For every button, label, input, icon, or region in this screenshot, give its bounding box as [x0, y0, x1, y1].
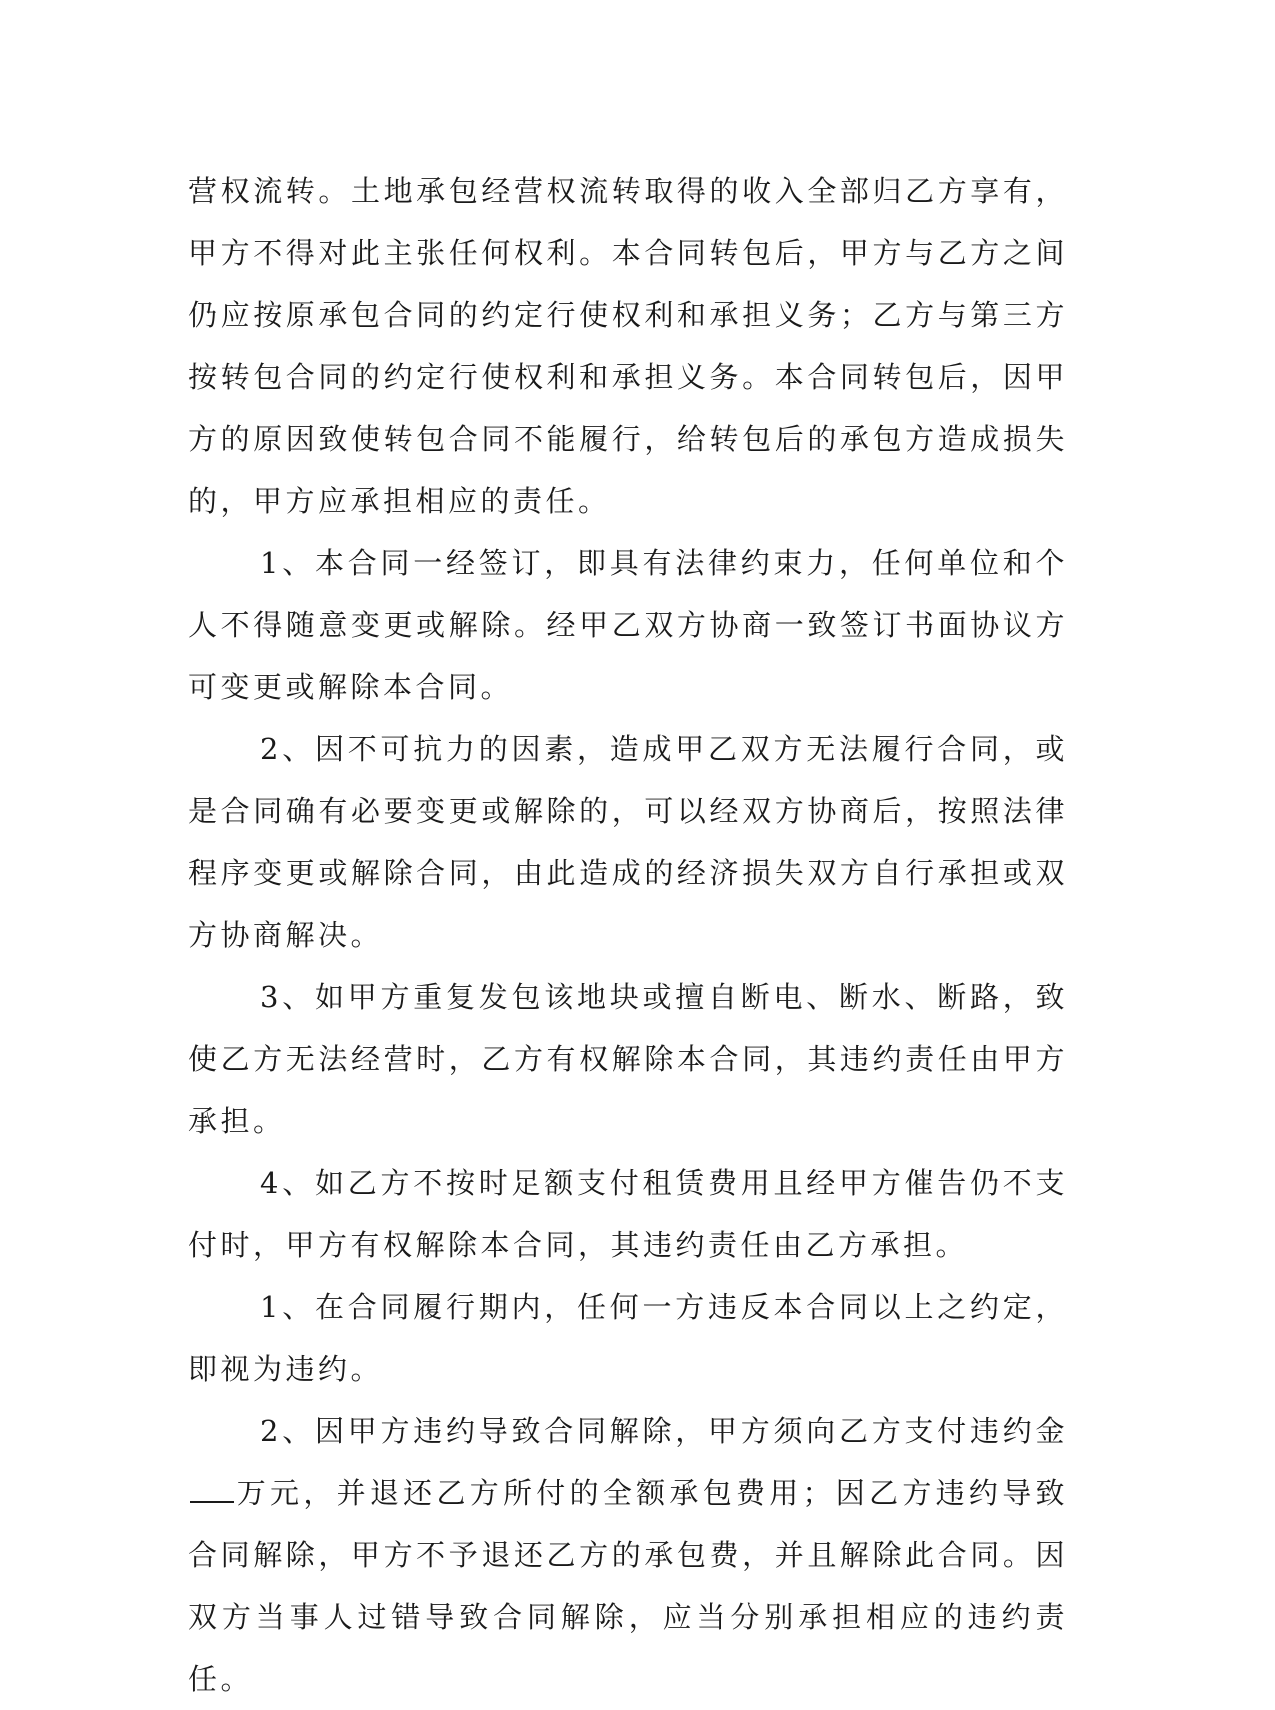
paragraph-land-transfer: 营权流转。土地承包经营权流转取得的收入全部归乙方享有，甲方不得对此主张任何权利。本合同转包后，甲方与乙方之间仍应按原承包合同的约定行使权利和承担义务；乙方与第三方按转包合同的约定行使权利和承担义务。本合同转包后，因甲方的原因致使转包合同不能履行，给转包后的承包方造成损失的，甲方应承担相应的责任。	[188, 174, 1068, 518]
penalty-clause-start: 2、因甲方违约导致合同解除，甲方须向乙方支付违约金	[260, 1414, 1068, 1448]
document-body	[188, 160, 1068, 1710]
paragraph-clause-2-force-majeure: 2、因不可抗力的因素，造成甲乙双方无法履行合同，或是合同确有必要变更或解除的，可以经双方协商后，按照法律程序变更或解除合同，由此造成的经济损失双方自行承担或双方协商解决。	[188, 732, 1068, 952]
penalty-clause-end: 万元，并退还乙方所付的全额承包费用；因乙方违约导致合同解除，甲方不予退还乙方的承包费，并且解除此合同。因双方当事人过错导致合同解除，应当分别承担相应的违约责任。	[188, 1476, 1068, 1696]
paragraph-clause-4-party-b-breach: 4、如乙方不按时足额支付租赁费用且经甲方催告仍不支付时，甲方有权解除本合同，其违约责任由乙方承担。	[188, 1166, 1068, 1262]
paragraph-breach-definition: 1、在合同履行期内，任何一方违反本合同以上之约定，即视为违约。	[188, 1290, 1068, 1386]
penalty-amount-blank	[190, 1475, 234, 1503]
paragraph-penalty-clause	[188, 1400, 1068, 1710]
paragraph-clause-1-binding: 1、本合同一经签订，即具有法律约束力，任何单位和个人不得随意变更或解除。经甲乙双方协商一致签订书面协议方可变更或解除本合同。	[188, 546, 1068, 704]
paragraph-clause-3-party-a-breach: 3、如甲方重复发包该地块或擅自断电、断水、断路，致使乙方无法经营时，乙方有权解除本合同，其违约责任由甲方承担。	[188, 980, 1068, 1138]
